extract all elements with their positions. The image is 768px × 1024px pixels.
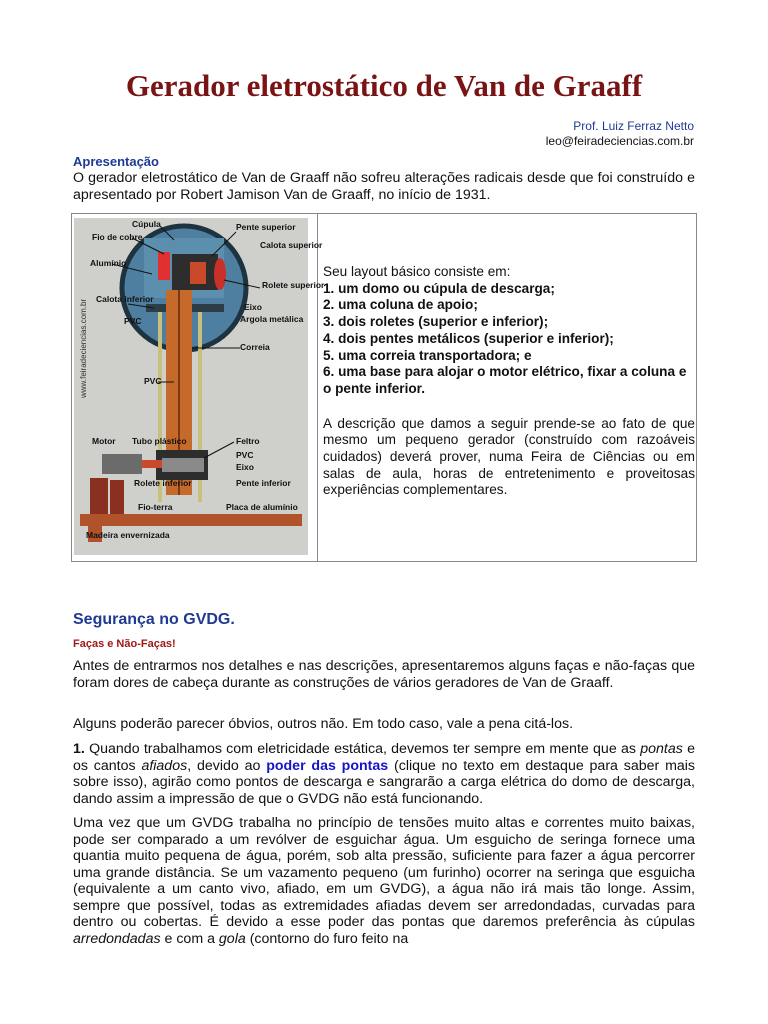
- generator-diagram: [74, 218, 325, 555]
- layout-item: 5. uma correia transportadora; e: [323, 347, 532, 363]
- label-rolete-superior: Rolete superior: [262, 280, 325, 290]
- safety-paragraph-3: 1. Quando trabalhamos com eletricidade estática, devemos ter sempre em mente que as pontas e os cantos afiados, devido ao poder das pontas (clique no texto em destaque para saber mais sobre isso), agirão como pontos de descarga e sangrarão a carga elétrica do domo de descarga, dando assim a impressão de que o GVDG não está funcionando.: [73, 741, 696, 807]
- label-aluminio: Alumínio: [90, 258, 127, 268]
- intro-paragraph: O gerador eletrostático de Van de Graaff não sofreu alterações radicais desde que foi construído e apresentado por Robert Jamison Van de Graaff, no início de 1931.: [73, 170, 695, 203]
- label-argola: Argola metálica: [240, 314, 304, 324]
- label-motor: Motor: [92, 436, 116, 446]
- page-title: Gerador eletrostático de Van de Graaff: [125, 68, 643, 103]
- label-calota-superior: Calota superior: [260, 240, 323, 250]
- label-rolete-inferior: Rolete inferior: [134, 478, 192, 488]
- safety-paragraph-4: Uma vez que um GVDG trabalha no princípio de tensões muito altas e correntes muito baixas, pode ser comparado a um revólver de esguichar água. Um esguicho de seringa fornece uma quantia muito pequena de água, porém, sob alta pressão, suficiente para fazer a água percorrer uma grande distância. Se um vazamento pequeno (um furinho) ocorrer na seringa que esguicha (equivalente a um canto vivo, afiado, em um GVDG), a água não irá mais tão longe. Assim, sempre que possível, todas as extremidades afiadas devem ser arredondadas, curvadas para dentro ou cobertas. É devido a esse poder das pontas que daremos preferência às cúpulas arredondadas e com a gola (contorno do furo feito na: [73, 815, 695, 947]
- label-calota-inferior: Calota inferior: [96, 294, 154, 304]
- intro-heading: Apresentação: [73, 154, 159, 169]
- label-correia: Correia: [240, 342, 270, 352]
- item-number: 1.: [73, 741, 85, 757]
- safety-heading: Segurança no GVDG.: [73, 611, 235, 628]
- layout-text-cell: [323, 264, 695, 499]
- label-eixo-top: Eixo: [244, 302, 262, 312]
- label-madeira: Madeira envernizada: [86, 530, 170, 540]
- generator-figure-cell: [72, 214, 325, 561]
- figure-watermark: www.feiradeciencias.com.br: [79, 298, 88, 398]
- label-pente-inferior: Pente inferior: [236, 478, 291, 488]
- label-tubo: Tubo plástico: [132, 436, 187, 446]
- label-feltro: Feltro: [236, 436, 260, 446]
- author-email: leo@feiradeciencias.com.br: [545, 134, 694, 148]
- layout-item: 1. um domo ou cúpula de descarga;: [323, 280, 555, 296]
- safety-paragraph-2: Alguns poderão parecer óbvios, outros não. Em todo caso, vale a pena citá-los.: [73, 716, 574, 732]
- label-pente-superior: Pente superior: [236, 222, 296, 232]
- label-eixo-low: Eixo: [236, 462, 254, 472]
- layout-lead: Seu layout básico consiste em:: [323, 264, 511, 279]
- layout-table: [71, 213, 697, 562]
- layout-item: 2. uma coluna de apoio;: [323, 297, 478, 313]
- layout-item: 6. uma base para alojar o motor elétrico, fixar a coluna e o pente inferior.: [323, 364, 687, 396]
- label-fio-terra: Fio-terra: [138, 502, 173, 512]
- author-name: Prof. Luiz Ferraz Netto: [573, 119, 694, 133]
- layout-item: 4. dois pentes metálicos (superior e inferior);: [323, 330, 614, 346]
- author-block: [546, 119, 694, 149]
- label-pvc-low: PVC: [236, 450, 254, 460]
- label-cupula: Cúpula: [132, 219, 161, 229]
- label-fio-cobre: Fio de cobre: [92, 232, 143, 242]
- layout-item: 3. dois roletes (superior e inferior);: [323, 314, 549, 330]
- layout-description: A descrição que damos a seguir prende-se ao fato de que mesmo um pequeno gerador (construído com razoáveis cuidados) deverá prover, numa Feira de Ciências ou em salas de aula, horas de entretenimento e proveitosas experiências complementares.: [323, 415, 695, 498]
- poder-das-pontas-link[interactable]: poder das pontas: [266, 757, 389, 774]
- label-placa: Placa de alumínio: [226, 502, 298, 512]
- safety-subheading: Faças e Não-Faças!: [73, 638, 176, 650]
- label-pvc-mid: PVC: [144, 376, 162, 386]
- safety-paragraph-1: Antes de entrarmos nos detalhes e nas descrições, apresentaremos alguns faças e não-faças que foram dores de cabeça durante as construções de vários geradores de Van de Graaff.: [73, 658, 695, 691]
- label-pvc-top: PVC: [124, 316, 142, 326]
